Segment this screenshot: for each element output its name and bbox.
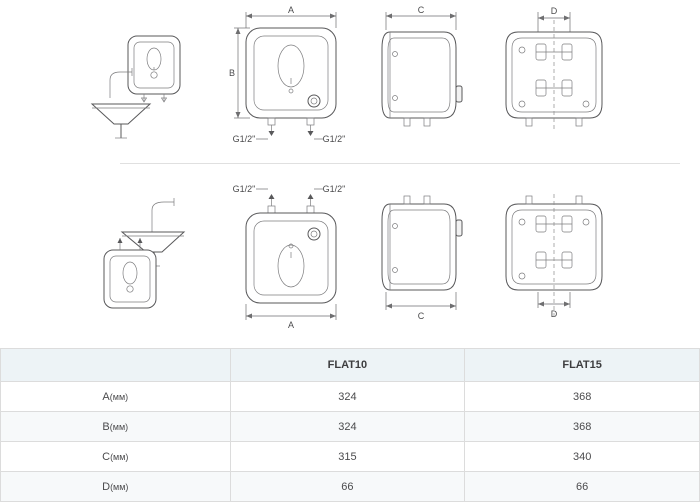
row1-front-view <box>228 6 348 156</box>
table-row <box>1 472 700 502</box>
param-unit-a: (мм) <box>109 391 129 402</box>
value-c-flat15: 340 <box>465 442 700 472</box>
table-row <box>1 382 700 412</box>
value-d-flat15: 66 <box>465 472 700 502</box>
row2-front-view <box>228 180 348 330</box>
dim-label-d-row2: D <box>550 309 558 319</box>
value-a-flat10: 324 <box>230 382 465 412</box>
param-name-b: B <box>102 420 110 433</box>
dim-label-c-row2: C <box>417 311 425 321</box>
param-name-a: A <box>102 390 110 403</box>
header-flat15: FLAT15 <box>465 349 700 382</box>
table-row <box>1 442 700 472</box>
spec-table-wrapper <box>0 348 700 502</box>
port-label-right-row1: G1/2" <box>322 134 346 144</box>
param-unit-d: (мм) <box>110 481 129 492</box>
param-name-d: D <box>102 480 111 493</box>
value-d-flat10: 66 <box>230 472 465 502</box>
port-label-right-row2: G1/2" <box>322 184 346 194</box>
param-unit-b: (мм) <box>109 421 129 432</box>
row-label-a <box>1 382 231 412</box>
dim-label-d-row1: D <box>550 6 558 16</box>
spec-table-head <box>1 349 700 382</box>
dim-label-a-row2: A <box>287 320 295 330</box>
section-divider <box>120 163 680 164</box>
row-label-b <box>1 412 231 442</box>
param-unit-c: (мм) <box>110 451 129 462</box>
row2-side-view <box>368 190 478 335</box>
header-flat10: FLAT10 <box>230 349 465 382</box>
row2-installation-sketch <box>88 188 218 318</box>
table-header-row <box>1 349 700 382</box>
dim-label-a-row1: A <box>287 5 295 15</box>
row1-side-view <box>368 6 478 146</box>
value-b-flat15: 368 <box>465 412 700 442</box>
header-param <box>1 349 231 382</box>
row-label-d <box>1 472 231 502</box>
value-a-flat15: 368 <box>465 382 700 412</box>
row1-back-view <box>492 6 622 146</box>
value-b-flat10: 324 <box>230 412 465 442</box>
row-label-c <box>1 442 231 472</box>
row1-installation-sketch <box>88 18 218 143</box>
dim-label-b-row1: B <box>228 68 236 78</box>
table-row <box>1 412 700 442</box>
port-label-left-row1: G1/2" <box>232 134 256 144</box>
port-label-left-row2: G1/2" <box>232 184 256 194</box>
dim-label-c-row1: C <box>417 5 425 15</box>
spec-table-body <box>1 382 700 502</box>
param-name-c: C <box>102 450 111 463</box>
value-c-flat10: 315 <box>230 442 465 472</box>
row2-back-view <box>492 190 622 335</box>
spec-table <box>0 348 700 502</box>
